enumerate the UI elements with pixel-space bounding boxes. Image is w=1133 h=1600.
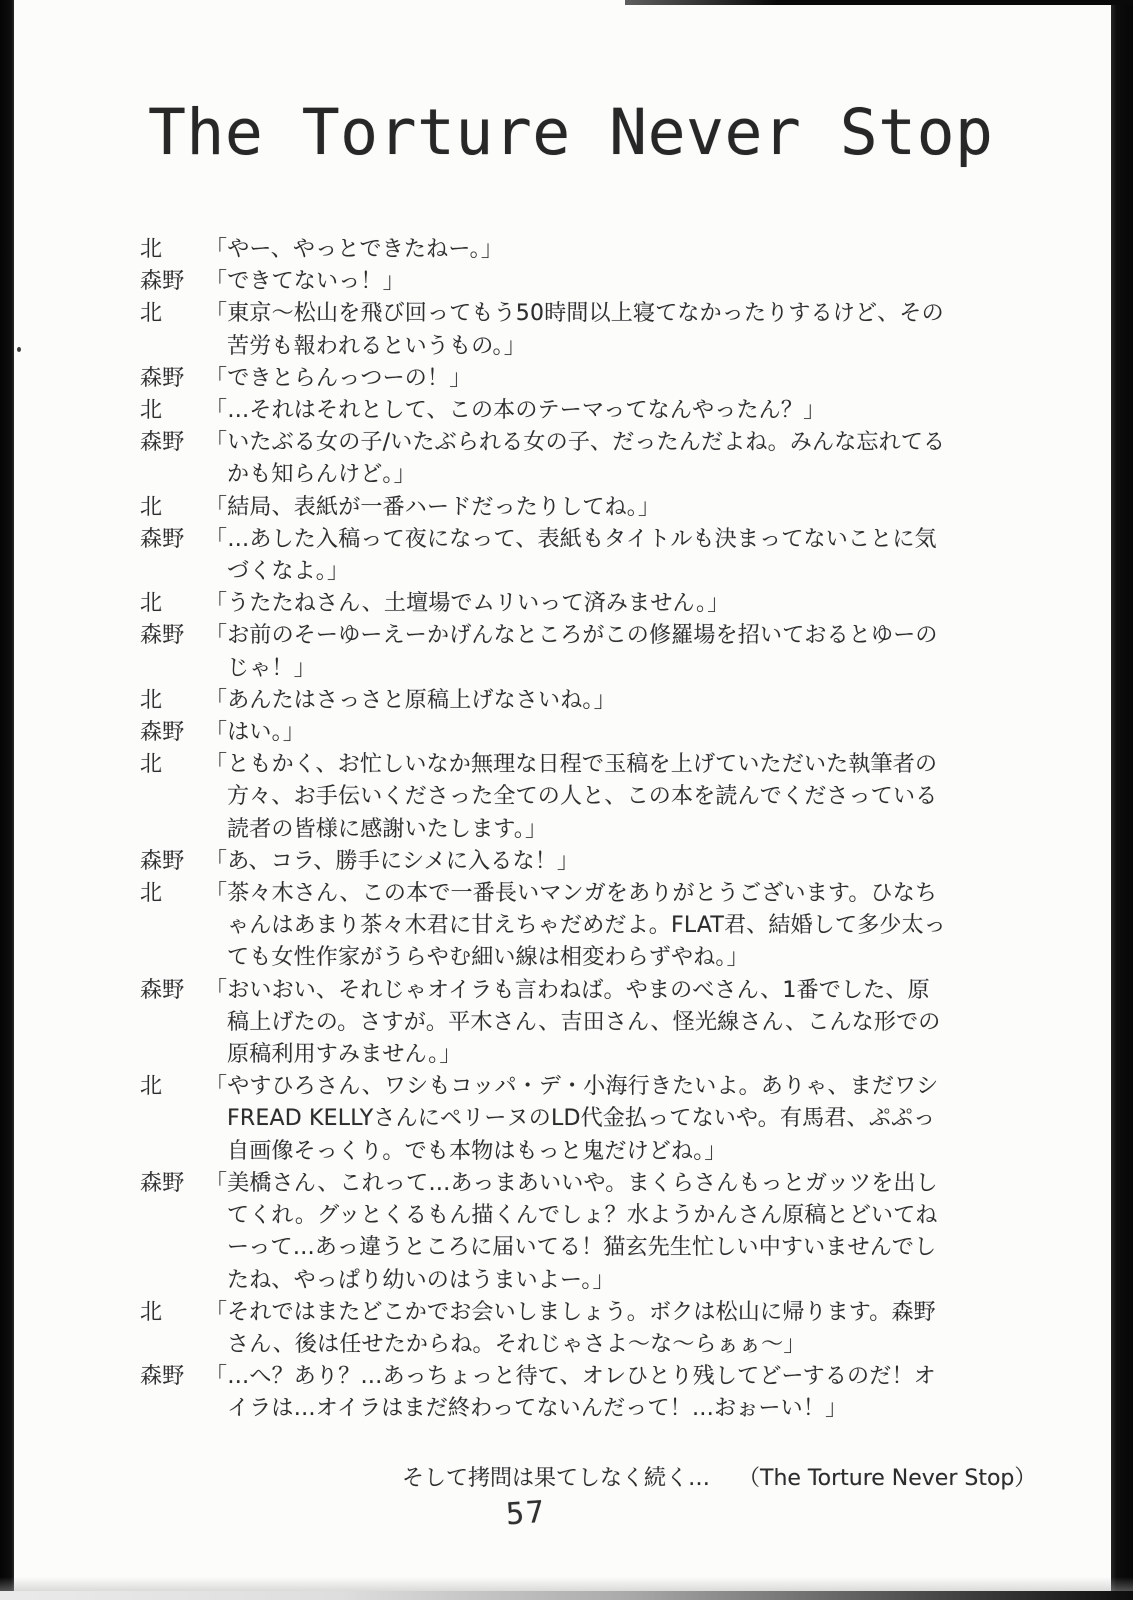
- closing-line-en: （The Torture Never Stop）: [738, 1466, 1037, 1491]
- dialogue-row: [140, 878, 946, 975]
- dialogue-row: [140, 298, 946, 362]
- dialogue-speaker: 北: [140, 591, 163, 617]
- dialogue-row: [140, 234, 946, 266]
- dialogue-row: [140, 846, 946, 878]
- dialogue-row: [140, 685, 946, 717]
- dialogue-row: [140, 717, 946, 749]
- dialogue-speaker: 北: [140, 237, 163, 262]
- dialogue-text: 「茶々木さん、この本で一番長いマンガをありがとうございます。ひなちゃんはあまり茶々木君に甘えちゃだめだよ。FLAT君、結婚して多少太っても女性作家がうらやむ細い線は相変わらずやね。」: [205, 881, 946, 971]
- dialogue-text: 「うたたねさん、土壇場でムリいって済みません。」: [205, 591, 730, 617]
- dialogue-row: [140, 588, 946, 620]
- scan-edge-right: [1111, 0, 1133, 1600]
- scan-speck: [17, 347, 21, 352]
- dialogue-text: 「東京～松山を飛び回ってもう50時間以上寝てなかったりするけど、その苦労も報われるというもの。」: [205, 301, 944, 359]
- dialogue-speaker: 北: [140, 494, 163, 520]
- dialogue-row: [140, 492, 946, 524]
- dialogue-text: 「美橋さん、これって…あっまあいいや。まくらさんもっとガッツを出してくれ。グッとくるもん描くんでしょ？水ようかんさん原稿とどいてねーって…あっ違うところに届いてる！猫玄先生忙しい中すいませんでしたね、やっぱり幼いのはうまいよー。」: [205, 1170, 938, 1293]
- dialogue-speaker: 北: [140, 398, 163, 424]
- dialogue-speaker: 森野: [140, 848, 185, 874]
- scan-edge-bottom-line: [0, 1591, 1133, 1600]
- dialogue-row: [140, 266, 946, 298]
- dialogue-speaker: 森野: [140, 623, 185, 649]
- dialogue-text: 「あんたはさっさと原稿上げなさいね。」: [205, 687, 616, 713]
- dialogue-speaker: 森野: [140, 526, 185, 552]
- dialogue-text: 「あ、コラ、勝手にシメに入るな！」: [205, 848, 580, 874]
- dialogue-text: 「おいおい、それじゃオイラも言わねば。やまのべさん、1番でした、原稿上げたの。さすが。平木さん、吉田さん、怪光線さん、こんな形での原稿利用すみません。」: [205, 977, 941, 1068]
- dialogue-row: [140, 1297, 946, 1361]
- dialogue-text: 「やー、やっとできたねー。」: [205, 237, 504, 262]
- dialogue-text: 「いたぶる女の子/いたぶられる女の子、だったんだよね。みんな忘れてるかも知らんけど。」: [205, 430, 946, 488]
- dialogue-speaker: 北: [140, 687, 163, 713]
- dialogue-speaker: 北: [140, 301, 163, 327]
- closing-line: [402, 1461, 1036, 1492]
- dialogue-row: [140, 395, 946, 427]
- dialogue-text: 「お前のそーゆーえーかげんなところがこの修羅場を招いておるとゆーのじゃ！」: [205, 623, 938, 681]
- dialogue-speaker: 森野: [140, 977, 185, 1003]
- scan-edge-top: [625, 0, 1133, 5]
- dialogue-speaker: 森野: [140, 720, 185, 746]
- dialogue-speaker: 森野: [140, 1364, 185, 1390]
- dialogue-text: 「…それはそれとして、この本のテーマってなんやったん？」: [205, 398, 826, 424]
- dialogue-speaker: 森野: [140, 430, 185, 456]
- dialogue-text: 「ともかく、お忙しいなか無理な日程で玉稿を上げていただいた執筆者の方々、お手伝いくださった全ての人と、この本を読んでくださっている読者の皆様に感謝いたします。」: [205, 752, 938, 842]
- scan-edge-left: [0, 0, 14, 1600]
- dialogue-row: [140, 1168, 946, 1297]
- dialogue-text: 「それではまたどこかでお会いしましょう。ボクは松山に帰ります。森野さん、後は任せたからね。それじゃさよ～な～らぁぁ～」: [205, 1299, 936, 1357]
- dialogue-text: 「できとらんっつーの！」: [205, 365, 472, 391]
- dialogue-row: [140, 1361, 946, 1425]
- dialogue-row: [140, 975, 946, 1072]
- dialogue-row: [140, 620, 946, 684]
- dialogue-text: 「できてないっ！」: [205, 269, 405, 295]
- dialogue-text: 「結局、表紙が一番ハードだったりしてね。」: [205, 494, 661, 520]
- page-title: The Torture Never Stop: [148, 96, 994, 169]
- dialogue-row: [140, 363, 946, 395]
- dialogue-text: 「やすひろさん、ワシもコッパ・デ・小海行きたいよ。ありゃ、まだワシFREAD KELLYさんにペリーヌのLD代金払ってないや。有馬君、ぷぷっ自画像そっくり。でも本物はもっと鬼だけどね。」: [205, 1074, 939, 1164]
- dialogue-speaker: 北: [140, 752, 163, 778]
- dialogue-speaker: 北: [140, 881, 163, 907]
- dialogue-speaker: 北: [140, 1074, 163, 1100]
- dialogue-text: 「…あした入稿って夜になって、表紙もタイトルも決まってないことに気づくなよ。」: [205, 526, 937, 585]
- dialogue-text: 「はい。」: [205, 720, 306, 746]
- dialogue-text: 「…へ？あり？…あっちょっと待て、オレひとり残してどーするのだ！オイラは…オイラはまだ終わってないんだって！…おぉーい！」: [205, 1364, 936, 1422]
- dialogue-list: [140, 234, 946, 1426]
- dialogue-row: [140, 524, 946, 588]
- dialogue-speaker: 北: [140, 1299, 163, 1325]
- dialogue-row: [140, 749, 946, 846]
- dialogue-speaker: 森野: [140, 365, 185, 391]
- dialogue-speaker: 森野: [140, 1170, 185, 1196]
- dialogue-row: [140, 1071, 946, 1168]
- dialogue-row: [140, 427, 946, 491]
- closing-line-jp: そして拷問は果てしなく続く…: [402, 1466, 711, 1491]
- dialogue-speaker: 森野: [140, 269, 185, 295]
- page-number: 57: [504, 1494, 548, 1533]
